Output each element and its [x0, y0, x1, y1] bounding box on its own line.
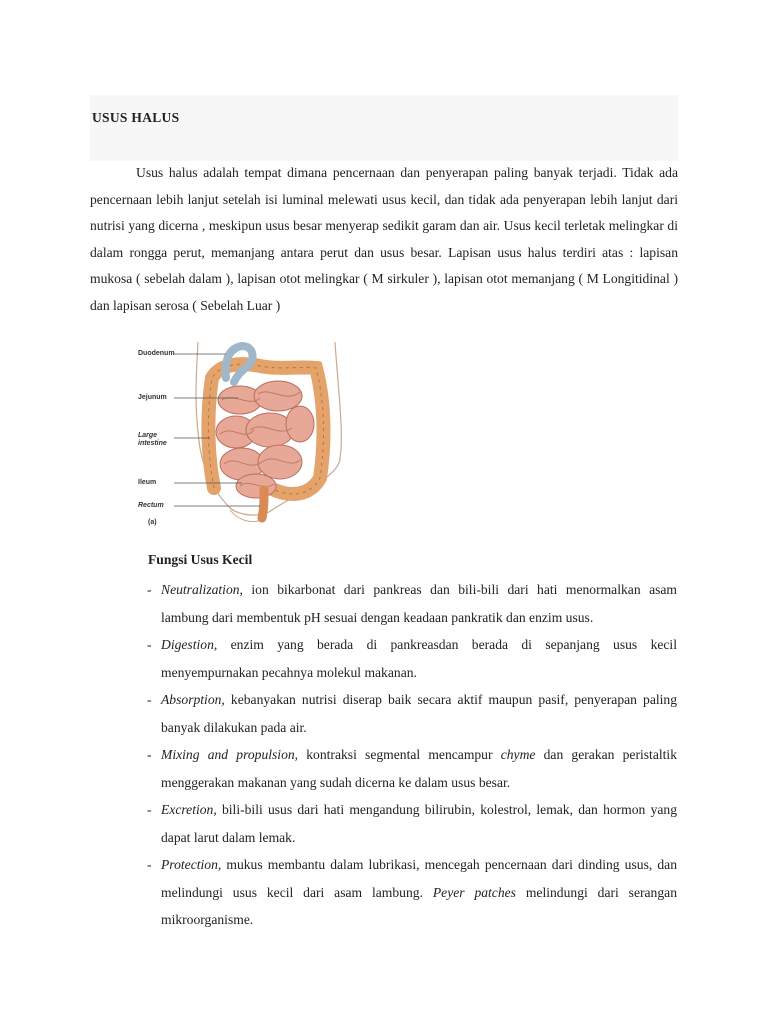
page-title: USUS HALUS	[92, 110, 180, 125]
label-jejunum: Jejunum	[138, 394, 167, 401]
list-item	[147, 741, 677, 796]
function-text-secondary: melindungi dari serangan mikroorganisme.	[161, 884, 677, 927]
function-term-secondary: chyme	[500, 747, 536, 762]
functions-list	[147, 576, 677, 934]
list-dash: -	[147, 582, 152, 597]
label-large-intestine-2: intestine	[138, 440, 167, 447]
function-term: Protection,	[161, 857, 222, 872]
function-text: ion bikarbonat dari pankreas dan bili-bili dari hati menormalkan asam lambung dari membentuk pH sesuai dengan keadaan pankratik dan enzim usus.	[161, 582, 677, 625]
function-text-secondary: dan gerakan peristaltik menggerakan makanan yang sudah dicerna ke dalam usus besar.	[161, 747, 677, 790]
label-duodenum: Duodenum	[138, 350, 175, 357]
label-panel: (a)	[148, 519, 157, 526]
function-term: Digestion,	[161, 637, 218, 652]
function-text: mukus membantu dalam lubrikasi, mencegah pencernaan dari dinding usus, dan melindungi usus kecil dari asam lambung.	[161, 857, 677, 900]
label-ileum: Ileum	[138, 479, 157, 486]
list-item	[147, 631, 677, 686]
list-item	[147, 576, 677, 631]
function-text: kebanyakan nutrisi diserap baik secara aktif maupun pasif, penyerapan paling banyak dilakukan pada air.	[161, 692, 677, 735]
list-dash: -	[147, 692, 152, 707]
list-dash: -	[147, 802, 152, 817]
title-background	[90, 95, 678, 161]
rectum-shape	[262, 490, 264, 518]
list-dash: -	[147, 637, 152, 652]
function-text: bili-bili usus dari hati mengandung bilirubin, kolestrol, lemak, dan hormon yang dapat larut dalam lemak.	[161, 802, 677, 845]
functions-heading: Fungsi Usus Kecil	[148, 552, 253, 567]
small-intestine-coils	[216, 381, 314, 498]
list-item	[147, 686, 677, 741]
list-dash: -	[147, 747, 152, 762]
list-dash: -	[147, 857, 152, 872]
list-item	[147, 851, 677, 934]
intro-paragraph: Usus halus adalah tempat dimana pencernaan dan penyerapan paling banyak terjadi. Tidak ada pencernaan lebih lanjut setelah isi luminal melewati usus kecil, dan tidak ada penyerapan lebih lanjut dari nutrisi yang dicerna , meskipun usus besar menyerap sedikit garam dan air. Usus kecil terletak melingkar di dalam rongga perut, memanjang antara perut dan usus besar. Lapisan usus halus terdiri atas : lapisan mukosa ( sebelah dalam ), lapisan otot melingkar ( M sirkuler ), lapisan otot memanjang ( M Longitidinal ) dan lapisan serosa ( Sebelah Luar )	[90, 165, 678, 313]
pelvis-outline	[230, 510, 262, 522]
function-term: Absorption,	[161, 692, 225, 707]
function-term: Mixing and propulsion,	[161, 747, 299, 762]
function-term: Excretion,	[161, 802, 217, 817]
function-term: Neutralization,	[161, 582, 243, 597]
function-text: kontraksi segmental mencampur	[298, 747, 501, 762]
intestine-illustration	[130, 338, 346, 534]
function-text: enzim yang berada di pankreasdan berada di sepanjang usus kecil menyempurnakan pecahnya molekul makanan.	[161, 637, 677, 680]
list-item	[147, 796, 677, 851]
function-term-secondary: Peyer patches	[432, 884, 516, 900]
label-rectum: Rectum	[138, 502, 164, 509]
label-large-intestine-1: Large	[138, 432, 158, 439]
